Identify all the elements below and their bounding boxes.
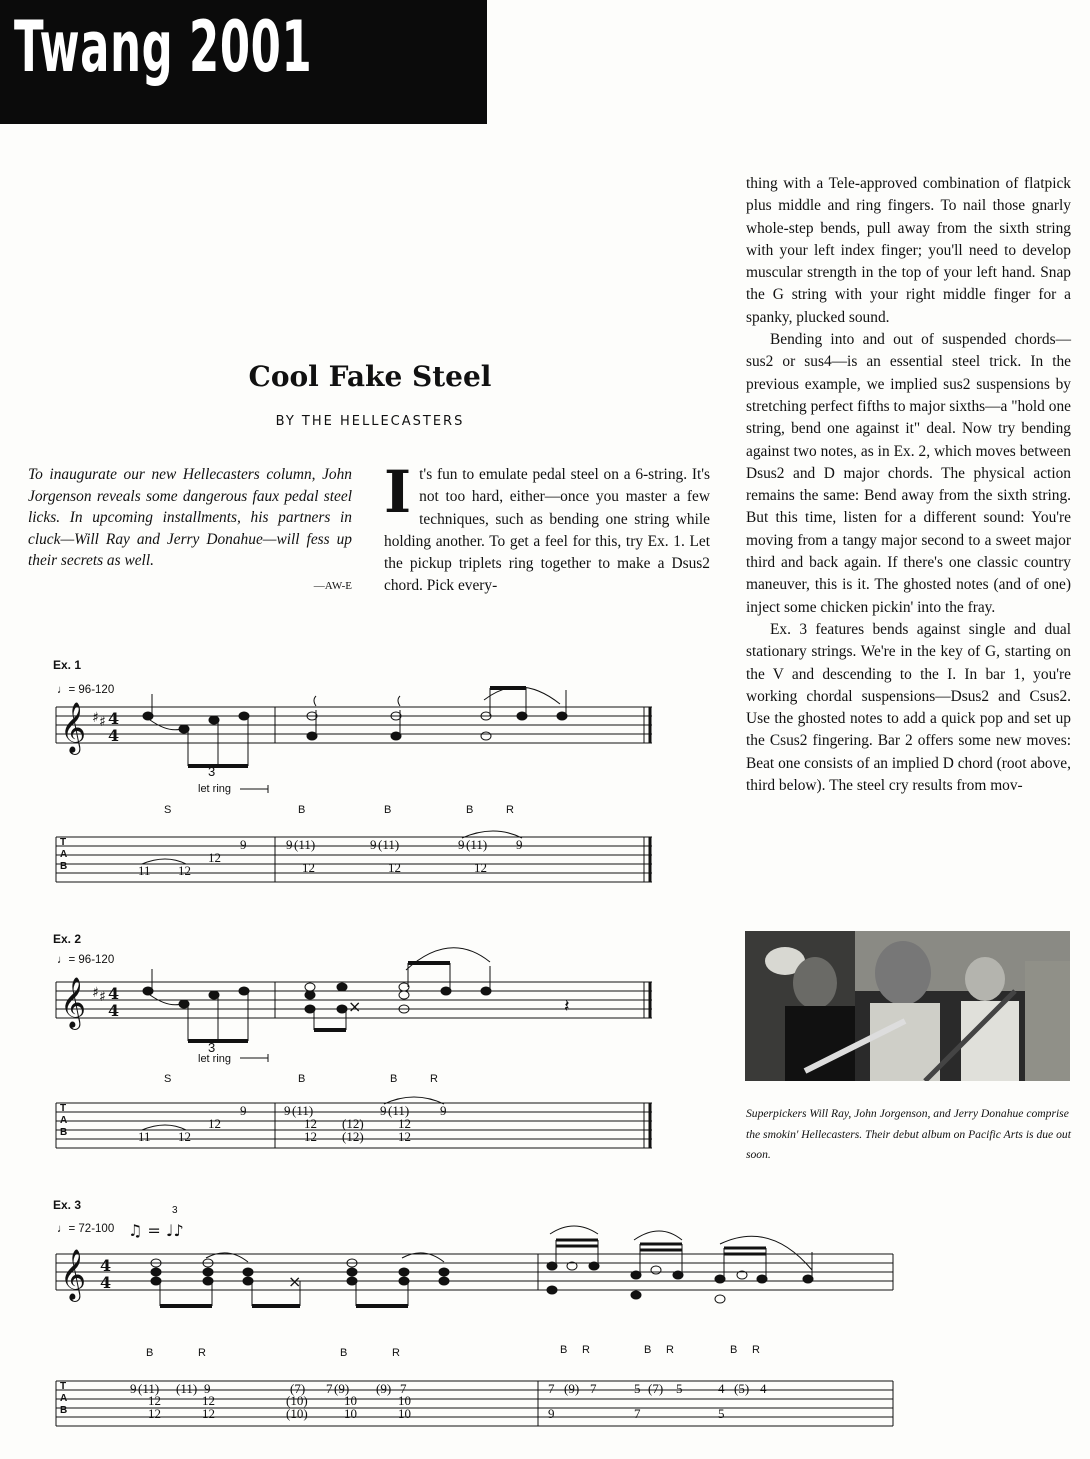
tab-number: 12	[398, 1116, 411, 1131]
svg-text:×: ×	[288, 1272, 302, 1291]
tab-number: 12	[388, 860, 401, 875]
tab-number: (10)	[286, 1406, 308, 1421]
technique-label: S	[164, 804, 172, 816]
svg-text:4: 4	[108, 726, 120, 745]
tab-number: 12	[398, 1129, 411, 1144]
triplet-number: 3	[208, 1040, 216, 1055]
treble-clef-icon: 𝄞	[60, 977, 87, 1028]
paragraph: Bending into and out of suspended chords—sus2 or sus4—is an essential steel trick. In the previous example, we implied sus2 suspensions by stretching perfect fifths to major sixths—a "hold one string, bend one against it" deal. Now try bending against two notes, as in Ex. 2, which moves between Dsus2 and D major chords. The physical action remains the same: Bend away from the sixth string. But this time, listen for a different sound: You're moving from a tangy major second to a sweet major third and back again. If there's one classic country maneuver, this is it. The ghosted notes (and of one) inject some chicken pickin' into the fray.	[746, 331, 1071, 616]
treble-clef-icon: 𝄞	[60, 702, 87, 753]
tab-number: 12	[178, 1129, 191, 1144]
tab-number: 9	[284, 1103, 291, 1118]
tab-number: 9	[370, 837, 377, 852]
treble-clef-icon: 𝄞	[60, 1249, 87, 1300]
tab-number: 7	[634, 1406, 641, 1421]
tab-number: 9	[240, 1103, 247, 1118]
svg-text:𝄽: 𝄽	[564, 996, 570, 1017]
svg-text:B: B	[60, 1405, 68, 1416]
tab-number: (11)	[176, 1381, 198, 1396]
body-text: t's fun to emulate pedal steel on a 6-string. It's not too hard, either—once you master a few techniques, such as bending one string while holding another. To get a feel for this, try Ex. 1. Let the pickup triplets ring together to make a Dsus2 chord. Pick every-	[384, 466, 710, 595]
tab-number: 9	[548, 1406, 555, 1421]
example-2-tempo: ♩= 96-120	[57, 954, 115, 966]
tab-number: (11)	[138, 1381, 160, 1396]
tab-number: 12	[148, 1393, 161, 1408]
tab-number: 11	[138, 863, 151, 878]
technique-label: R	[752, 1344, 760, 1356]
technique-label: B	[730, 1344, 738, 1356]
tab-number: 12	[208, 1116, 221, 1131]
tab-number: 11	[138, 1129, 151, 1144]
svg-text:T: T	[60, 837, 67, 848]
tab-number: 12	[178, 863, 191, 878]
triplet-number: 3	[172, 1205, 178, 1216]
tab-number: 4	[718, 1381, 725, 1396]
technique-label: B	[466, 804, 474, 816]
technique-label: B	[146, 1347, 154, 1359]
paragraph: Ex. 3 features bends against single and dual stationary strings. We're in the key of G, starting on the V and descending to the I. In bar 1, you're working chordal suspensions—Dsus2 and Csus2. Use the ghosted notes to add a quick pop and set up the Csus2 fingering. Bar 2 offers some new moves: Beat one consists of an implied D chord (root above, third below). The steel cry results from mov-	[746, 620, 1071, 795]
example-1-label: Ex. 1	[53, 658, 82, 672]
svg-text:4: 4	[100, 1256, 112, 1275]
technique-label: B	[298, 1073, 306, 1085]
tab-number: 10	[398, 1393, 411, 1408]
example-2-label: Ex. 2	[53, 932, 82, 946]
tab-number: 12	[302, 860, 315, 875]
tab-number: (12)	[342, 1116, 364, 1131]
technique-label: R	[506, 804, 514, 816]
photo-caption: Superpickers Will Ray, John Jorgenson, and Jerry Donahue comprise the smokin' Hellecasters. Their debut album on Pacific Arts is due out soon.	[746, 1107, 1071, 1161]
tab-number: 9	[516, 837, 523, 852]
technique-label: R	[198, 1347, 206, 1359]
triplet-number: 3	[208, 764, 216, 779]
tab-number: (12)	[342, 1129, 364, 1144]
tab-number: (9)	[334, 1381, 350, 1396]
svg-text:×: ×	[348, 997, 362, 1016]
svg-text:A: A	[60, 1115, 68, 1126]
technique-label: S	[164, 1073, 172, 1085]
tab-number: (7)	[648, 1381, 664, 1396]
technique-label: R	[392, 1347, 400, 1359]
svg-text:♯: ♯	[92, 710, 99, 726]
tab-number: 9	[380, 1103, 387, 1118]
technique-label: B	[384, 804, 392, 816]
tab-number: 7	[548, 1381, 555, 1396]
svg-text:4: 4	[108, 1001, 120, 1020]
tab-number: 7	[326, 1381, 333, 1396]
tab-number: 12	[304, 1116, 317, 1131]
tab-number: 10	[344, 1393, 357, 1408]
tab-number: (11)	[388, 1103, 410, 1118]
tab-number: 9	[458, 837, 465, 852]
tab-number: 4	[760, 1381, 767, 1396]
svg-text:B: B	[60, 861, 68, 872]
tab-number: 10	[344, 1406, 357, 1421]
example-3-tempo: ♩= 72-100	[57, 1223, 115, 1235]
technique-label: R	[582, 1344, 590, 1356]
svg-text:T: T	[60, 1103, 67, 1114]
svg-text:4: 4	[108, 984, 120, 1003]
tab-number: 12	[202, 1406, 215, 1421]
tab-number: (9)	[564, 1381, 580, 1396]
svg-text:♫ = ♩♪: ♫ = ♩♪	[128, 1221, 184, 1240]
svg-text:♯: ♯	[99, 714, 106, 730]
tab-number: 5	[634, 1381, 641, 1396]
example-1-tempo: ♩= 96-120	[57, 684, 115, 696]
tab-number: (5)	[734, 1381, 750, 1396]
tab-number: (9)	[376, 1381, 392, 1396]
tab-number: 12	[202, 1393, 215, 1408]
tab-number: (7)	[290, 1381, 306, 1396]
technique-label: B	[340, 1347, 348, 1359]
tab-number: 7	[400, 1381, 407, 1396]
tab-number: 10	[398, 1406, 411, 1421]
tab-number: 12	[208, 850, 221, 865]
example-3-label: Ex. 3	[53, 1198, 82, 1212]
tab-number: (11)	[466, 837, 488, 852]
svg-text:4: 4	[100, 1273, 112, 1292]
svg-text:4: 4	[108, 709, 120, 728]
paragraph: thing with a Tele-approved combination of flatpick plus middle and ring fingers. To nail those gnarly whole-step bends, pull away from the sixth string with your left index finger; you'll need to develop muscular strength in the top of your left hand. Snap the G string with your right middle finger for a spanky, plucked sound.	[746, 175, 1071, 326]
svg-text:T: T	[60, 1381, 67, 1392]
intro-credit: —AW-E	[313, 580, 352, 592]
technique-label: R	[430, 1073, 438, 1085]
tab-number: (11)	[292, 1103, 314, 1118]
technique-label: R	[666, 1344, 674, 1356]
tab-number: 12	[474, 860, 487, 875]
tab-number: 12	[148, 1406, 161, 1421]
column-title: Twang 2001	[14, 6, 313, 88]
tab-number: 9	[204, 1381, 211, 1396]
technique-label: B	[644, 1344, 652, 1356]
let-ring-label: let ring	[198, 1053, 232, 1065]
tab-number: 9	[440, 1103, 447, 1118]
technique-label: B	[298, 804, 306, 816]
svg-text:B: B	[60, 1127, 68, 1138]
let-ring-label: let ring	[198, 783, 232, 795]
technique-label: B	[390, 1073, 398, 1085]
technique-label: B	[560, 1344, 568, 1356]
tab-number: (11)	[378, 837, 400, 852]
svg-text:A: A	[60, 1393, 68, 1404]
tab-number: 5	[718, 1406, 725, 1421]
tab-number: 12	[304, 1129, 317, 1144]
svg-text:♯: ♯	[99, 989, 106, 1005]
tab-number: 9	[240, 837, 247, 852]
svg-text:♯: ♯	[92, 985, 99, 1001]
tab-number: 7	[590, 1381, 597, 1396]
tab-number: (10)	[286, 1393, 308, 1408]
drop-cap: I	[384, 458, 412, 526]
tab-number: 9	[130, 1381, 137, 1396]
intro-paragraph: To inaugurate our new Hellecasters column, John Jorgenson reveals some dangerous faux pedal steel licks. In upcoming installments, his partners in cluck—Will Ray and Jerry Donahue—will fess up their secrets as well.	[28, 466, 352, 570]
tab-number: 9	[286, 837, 293, 852]
byline: BY THE HELLECASTERS	[275, 414, 465, 429]
tab-number: (11)	[294, 837, 316, 852]
svg-text:A: A	[60, 849, 68, 860]
article-title: Cool Fake Steel	[248, 360, 492, 393]
tab-number: 5	[676, 1381, 683, 1396]
